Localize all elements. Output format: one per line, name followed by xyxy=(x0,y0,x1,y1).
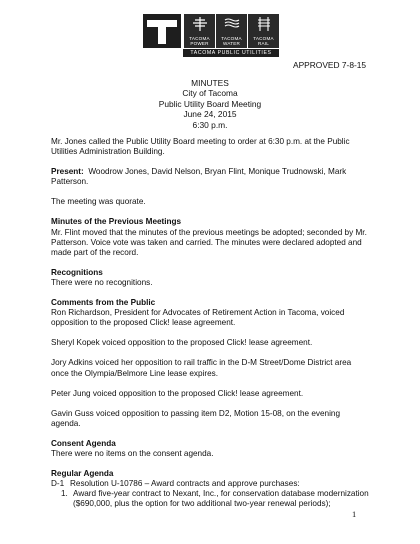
comment-item: Peter Jung voiced opposition to the proposed Click! lease agreement. xyxy=(51,388,304,398)
unit-label: TACOMA POWER xyxy=(189,36,210,46)
water-icon xyxy=(224,17,240,31)
consent-text: There were no items on the consent agenda. xyxy=(51,448,214,458)
meeting-date: June 24, 2015 xyxy=(183,109,237,120)
tacoma-rail-unit xyxy=(247,14,279,48)
present-label: Present: xyxy=(51,167,84,177)
approved-stamp: APPROVED 7-8-15 xyxy=(293,60,367,70)
present-paragraph xyxy=(51,167,371,187)
comment-item: Gavin Guss voiced opposition to passing item D2, Motion 15-08, on the evening agenda. xyxy=(51,408,341,428)
agenda-item-d1 xyxy=(51,479,371,489)
rail-icon xyxy=(256,17,272,31)
agenda-item-number: D-1 xyxy=(51,479,65,489)
present-names: Woodrow Jones, David Nelson, Bryan Flint, Monique Trudnowski, Mark Patterson. xyxy=(51,167,347,187)
logo-band-text: TACOMA PUBLIC UTILITIES xyxy=(183,49,279,57)
recognitions-text: There were no recognitions. xyxy=(51,277,153,287)
unit-label: TACOMA RAIL xyxy=(253,36,274,46)
subitem-number: 1. xyxy=(61,489,68,499)
consent-heading: Consent Agenda xyxy=(51,438,116,448)
tacoma-water-unit xyxy=(215,14,247,48)
quorate-text: The meeting was quorate. xyxy=(51,197,146,207)
comments-heading: Comments from the Public xyxy=(51,298,156,308)
minutes-heading: Minutes of the Previous Meetings xyxy=(51,217,182,227)
minutes-body xyxy=(51,137,371,509)
meeting-name: Public Utility Board Meeting xyxy=(158,98,262,109)
minutes-title: MINUTES xyxy=(191,78,229,88)
meeting-time: 6:30 p.m. xyxy=(192,119,228,130)
recognitions-heading: Recognitions xyxy=(51,267,103,277)
intro-paragraph: Mr. Jones called the Public Utility Board meeting to order at 6:30 p.m. at the Public Utilities Administration Building. xyxy=(51,137,350,157)
subitem-text: Award five-year contract to Nexant, Inc., for conservation database modernization ($690,000, plus the option for two additional two-year renewal periods); xyxy=(73,489,369,509)
agenda-sublist xyxy=(61,489,371,509)
organization: City of Tacoma xyxy=(182,88,238,99)
tacoma-power-unit xyxy=(183,14,215,48)
agenda-subitem xyxy=(61,489,371,509)
minutes-header xyxy=(0,78,420,130)
comment-item: Sheryl Kopek voiced opposition to the proposed Click! lease agreement. xyxy=(51,338,313,348)
minutes-text: Mr. Flint moved that the minutes of the previous meetings be adopted; seconded by Mr. Patterson. Voice vote was taken and carried. The minutes were declared adopted and made part of the record. xyxy=(51,227,367,257)
agenda-item-text: Resolution U-10786 – Award contracts and approve purchases: xyxy=(70,479,300,489)
unit-label: TACOMA WATER xyxy=(221,36,242,46)
tacoma-public-utilities-logo xyxy=(143,14,279,58)
t-logo-mark xyxy=(143,14,181,48)
comment-item: Ron Richardson, President for Advocates of Retirement Action in Tacoma, voiced opposition to the proposed Click! lease agreement. xyxy=(51,308,345,328)
comment-item: Jory Adkins voiced her opposition to rail traffic in the D-M Street/Dome District area once the Olympia/Belmore Line lease expires. xyxy=(51,358,352,378)
page-number: 1 xyxy=(352,510,357,519)
regular-heading: Regular Agenda xyxy=(51,469,114,479)
power-icon xyxy=(192,17,208,31)
